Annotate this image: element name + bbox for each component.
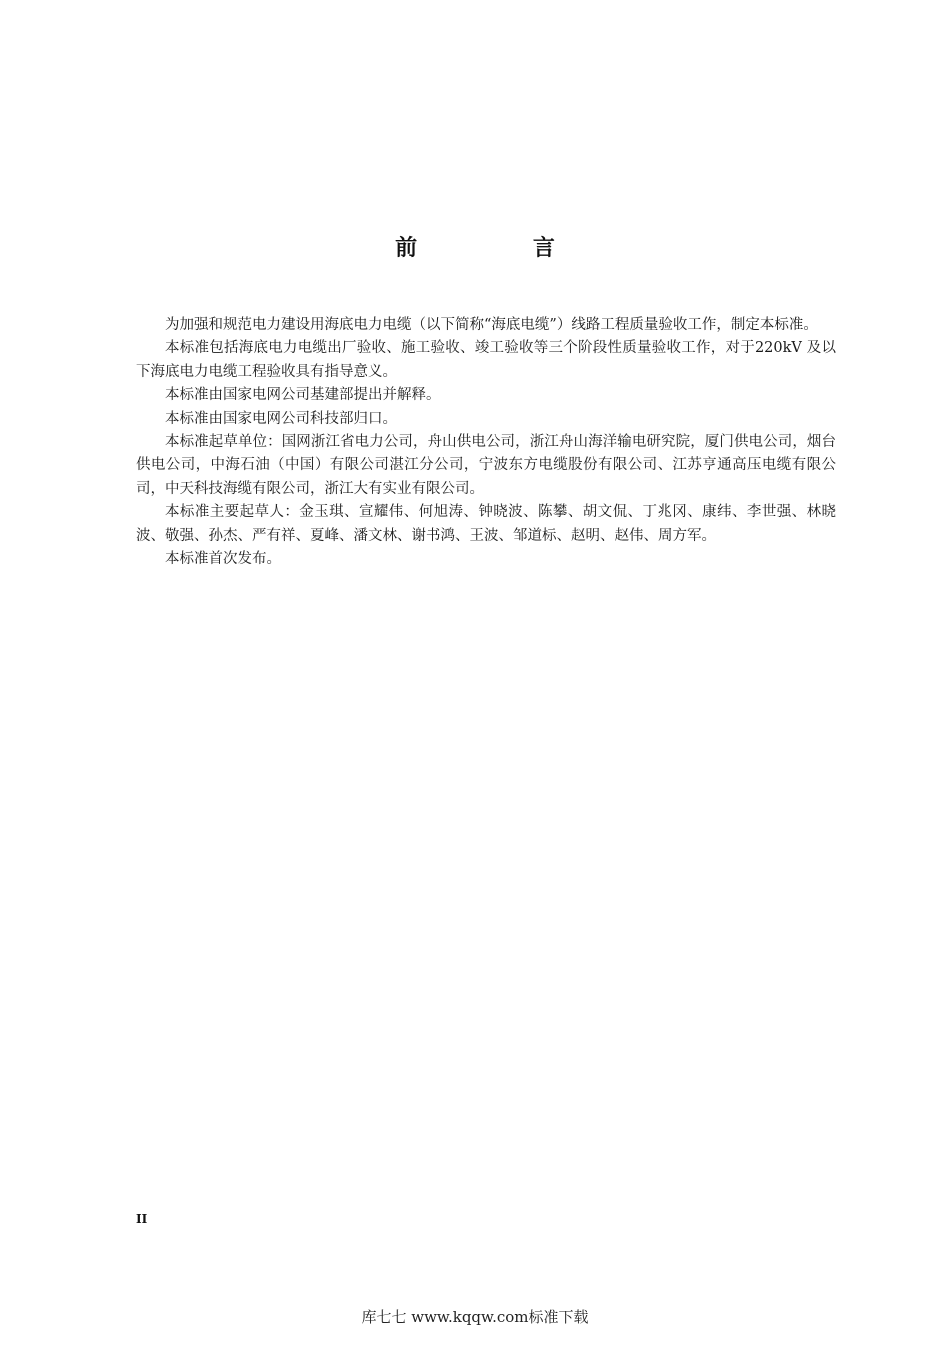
page-title: 前 言 xyxy=(395,236,609,261)
footer-watermark: 库七七 www.kqqw.com标准下载 xyxy=(361,1308,589,1326)
paragraph-centralized: 本标准由国家电网公司科技部归口。 xyxy=(165,410,397,427)
paragraph-proposer: 本标准由国家电网公司基建部提出并解释。 xyxy=(165,387,441,404)
paragraph-purpose: 为加强和规范电力建设用海底电力电缆（以下简称“海底电缆”）线路工程质量验收工作，制定本标准。 xyxy=(165,317,818,333)
foreword-body xyxy=(136,314,836,571)
paragraph-scope: 本标准包括海底电力电缆出厂验收、施工验收、竣工验收等三个阶段性质量验收工作，对于220kV 及以下海底电力电缆工程验收具有指导意义。 xyxy=(136,340,836,380)
paragraph-drafting-units: 本标准起草单位：国网浙江省电力公司，舟山供电公司，浙江舟山海洋输电研究院，厦门供电公司，烟台供电公司，中海石油（中国）有限公司湛江分公司，宁波东方电缆股份有限公司、江苏亨通高压电缆有限公司，中天科技海缆有限公司，浙江大有实业有限公司。 xyxy=(136,434,836,497)
page-number: II xyxy=(136,1212,148,1226)
paragraph-first-release: 本标准首次发布。 xyxy=(165,551,281,568)
paragraph-drafters: 本标准主要起草人：金玉琪、宣耀伟、何旭涛、钟晓波、陈攀、胡文侃、丁兆冈、康纬、李世强、林晓波、敬强、孙杰、严有祥、夏峰、潘文林、谢书鸿、王波、邹道标、赵明、赵伟、周方军。 xyxy=(136,504,836,544)
